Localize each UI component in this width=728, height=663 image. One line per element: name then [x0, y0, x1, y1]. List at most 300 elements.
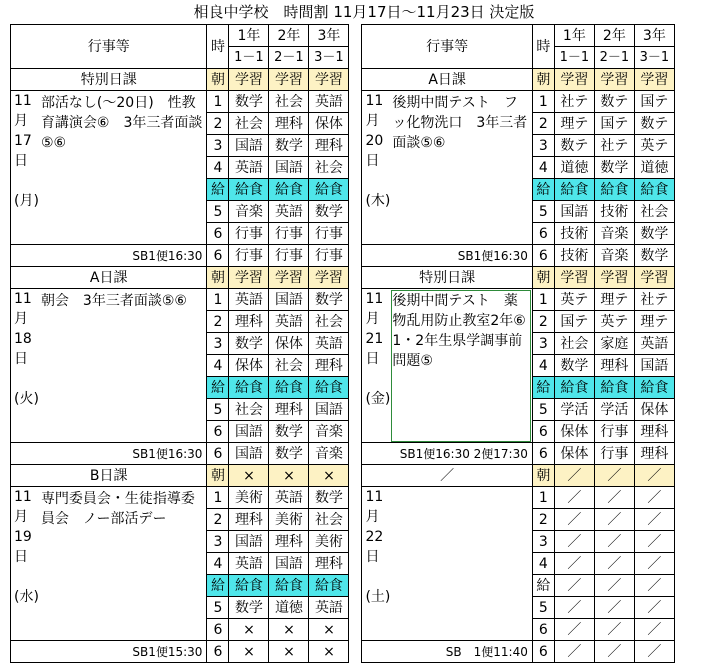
lesson-cell: 学習 [309, 267, 349, 289]
lesson-cell: × [269, 465, 309, 487]
lesson-cell: 理科 [269, 531, 309, 553]
lesson-cell: × [309, 465, 349, 487]
lesson-cell: 行事 [309, 245, 349, 267]
header-period: 時 [207, 25, 229, 69]
lesson-cell: 社会 [309, 157, 349, 179]
date-char: 11 [14, 291, 32, 307]
lesson-cell: 英語 [229, 289, 269, 311]
lesson-cell: ／ [634, 509, 674, 531]
footer-blank [362, 443, 390, 465]
period-number: 2 [207, 113, 229, 135]
lesson-cell: 国テ [634, 91, 674, 113]
lesson-cell: 学習 [229, 69, 269, 91]
lesson-cell: ／ [554, 531, 594, 553]
date-column [11, 487, 39, 641]
event-note: 専門委員会・生徒指導委員会 ノー部活デー [39, 487, 207, 641]
lesson-cell: × [229, 619, 269, 641]
period-number: 6 [532, 641, 554, 663]
lesson-cell: 学習 [269, 69, 309, 91]
page-title: 相良中学校 時間割 11月17日～11月23日 決定版 [193, 3, 535, 21]
date-char: (水) [14, 589, 39, 605]
lesson-cell: 学習 [634, 69, 674, 91]
period-number: 6 [207, 421, 229, 443]
separator [349, 465, 362, 663]
header-class: 3－1 [634, 47, 674, 69]
date-char [14, 369, 39, 389]
lesson-cell: 給食 [309, 575, 349, 597]
lesson-cell: ／ [634, 553, 674, 575]
date-char: 日 [365, 351, 380, 367]
lesson-cell: 行事 [594, 421, 634, 443]
date-char: 19 [14, 529, 32, 545]
period-number: 6 [532, 443, 554, 465]
period-number: 1 [207, 91, 229, 113]
lesson-cell: ／ [634, 575, 674, 597]
period-number: 6 [207, 641, 229, 663]
lesson-cell: 学習 [229, 267, 269, 289]
date-char [14, 171, 39, 191]
header-grade: 2年 [594, 25, 634, 47]
header-period: 時 [532, 25, 554, 69]
lesson-cell: ／ [554, 465, 594, 487]
date-char: 11 [14, 489, 32, 505]
lesson-cell: 英語 [634, 333, 674, 355]
lesson-cell: 行事 [229, 223, 269, 245]
lesson-cell: 行事 [594, 443, 634, 465]
lesson-cell: 数学 [229, 91, 269, 113]
period-morning: 朝 [207, 69, 229, 91]
event-note: 後期中間テスト フッ化物洗口 3年三者面談⑤⑥ [390, 91, 532, 245]
lesson-cell: 英語 [269, 201, 309, 223]
period-morning: 朝 [532, 465, 554, 487]
date-char [365, 567, 390, 587]
lesson-cell: 給食 [309, 377, 349, 399]
event-note: 後期中間テスト 薬物乱用防止教室2年⑥ 1・2年生県学調事前問題⑤ [390, 289, 532, 443]
lesson-cell: 学習 [309, 69, 349, 91]
lesson-cell: 家庭 [594, 333, 634, 355]
date-char: 月 [14, 311, 28, 327]
lesson-cell: 理科 [309, 553, 349, 575]
lesson-cell: 英語 [269, 487, 309, 509]
lesson-cell: 給食 [634, 377, 674, 399]
date-char: 21 [365, 331, 384, 347]
lesson-cell: 英語 [309, 91, 349, 113]
lesson-cell: 英テ [634, 135, 674, 157]
period-number: 2 [532, 509, 554, 531]
timetable [10, 24, 675, 663]
lesson-cell: 数学 [634, 245, 674, 267]
separator [349, 69, 362, 267]
lesson-cell: 数学 [229, 333, 269, 355]
lesson-cell: 理科 [229, 509, 269, 531]
lesson-cell: 行事 [269, 245, 309, 267]
lesson-cell: 数学 [229, 597, 269, 619]
date-column [11, 91, 39, 245]
bus-schedule: SB1便15:30 [39, 641, 207, 663]
date-char: (木) [365, 193, 391, 209]
period-number: 4 [207, 355, 229, 377]
footer-blank [362, 245, 390, 267]
period-number: 4 [532, 553, 554, 575]
lesson-cell: 道徳 [634, 157, 674, 179]
lesson-cell: 理テ [554, 113, 594, 135]
date-char: 月 [365, 311, 380, 327]
lesson-cell: 英語 [229, 553, 269, 575]
lesson-cell: 国語 [269, 553, 309, 575]
lesson-cell: 社会 [309, 311, 349, 333]
lesson-cell: 技術 [594, 201, 634, 223]
date-char: 11 [14, 93, 32, 109]
period-number: 3 [207, 135, 229, 157]
period-number: 6 [532, 223, 554, 245]
lesson-cell: ／ [634, 597, 674, 619]
lesson-cell: 給食 [229, 575, 269, 597]
bus-schedule: SB 1便11:40 [390, 641, 532, 663]
lesson-cell: 給食 [229, 377, 269, 399]
period-number: 5 [532, 201, 554, 223]
lesson-cell: 理科 [634, 443, 674, 465]
lesson-cell: 行事 [229, 245, 269, 267]
lesson-cell: 数テ [634, 113, 674, 135]
lesson-cell: 英語 [229, 157, 269, 179]
bus-schedule: SB1便16:30 [39, 245, 207, 267]
lesson-cell: ／ [594, 465, 634, 487]
lesson-cell: 数学 [594, 157, 634, 179]
header-grade: 3年 [309, 25, 349, 47]
date-char: 22 [365, 529, 384, 545]
period-morning: 朝 [207, 267, 229, 289]
lesson-cell: ／ [594, 531, 634, 553]
date-char: 18 [14, 331, 32, 347]
lesson-cell: 社テ [594, 135, 634, 157]
date-char [365, 369, 390, 389]
lesson-cell: 美術 [229, 487, 269, 509]
lesson-cell: 学活 [554, 399, 594, 421]
period-number: 給 [207, 377, 229, 399]
lesson-cell: 国語 [229, 421, 269, 443]
lesson-cell: 英テ [554, 289, 594, 311]
lesson-cell: 学習 [594, 267, 634, 289]
date-column [11, 289, 39, 443]
lesson-cell: 給食 [594, 179, 634, 201]
header-class: 1－1 [554, 47, 594, 69]
lesson-cell: 英語 [269, 311, 309, 333]
date-char [14, 567, 39, 587]
period-number: 2 [532, 113, 554, 135]
period-number: 1 [207, 289, 229, 311]
lesson-cell: ／ [634, 465, 674, 487]
lesson-cell: 給食 [269, 179, 309, 201]
lesson-cell: × [229, 641, 269, 663]
date-char: 日 [365, 549, 380, 565]
lesson-cell: 社会 [269, 355, 309, 377]
lesson-cell: 学習 [634, 267, 674, 289]
lesson-cell: 国語 [229, 135, 269, 157]
lesson-cell: 給食 [554, 179, 594, 201]
lesson-cell: 行事 [269, 223, 309, 245]
separator [349, 25, 362, 69]
lesson-cell: ／ [634, 619, 674, 641]
footer-blank [11, 641, 39, 663]
lesson-cell: 数テ [594, 91, 634, 113]
period-number: 5 [207, 201, 229, 223]
lesson-cell: 社会 [309, 509, 349, 531]
lesson-cell: 給食 [309, 179, 349, 201]
lesson-cell: 理テ [594, 289, 634, 311]
lesson-cell: 数学 [269, 135, 309, 157]
period-number: 2 [207, 509, 229, 531]
lesson-cell: ／ [594, 597, 634, 619]
lesson-cell: 理科 [269, 113, 309, 135]
bus-schedule: SB1便16:30 [390, 245, 532, 267]
lesson-cell: × [229, 465, 269, 487]
bus-schedule: SB1便16:30 [39, 443, 207, 465]
lesson-cell: 学習 [594, 69, 634, 91]
lesson-cell: 社テ [554, 91, 594, 113]
lesson-cell: 社会 [634, 201, 674, 223]
lesson-cell: 社会 [554, 333, 594, 355]
header-grade: 1年 [229, 25, 269, 47]
period-number: 4 [207, 157, 229, 179]
lesson-cell: 音楽 [229, 201, 269, 223]
period-number: 給 [532, 377, 554, 399]
footer-blank [11, 443, 39, 465]
lesson-cell: ／ [554, 509, 594, 531]
lesson-cell: 保体 [634, 399, 674, 421]
period-number: 6 [207, 443, 229, 465]
header-class: 1－1 [229, 47, 269, 69]
lesson-cell: 国語 [229, 531, 269, 553]
lesson-cell: 保体 [229, 355, 269, 377]
lesson-cell: × [309, 619, 349, 641]
lesson-cell: ／ [634, 641, 674, 663]
lesson-cell: 理テ [634, 311, 674, 333]
lesson-cell: 理科 [309, 355, 349, 377]
lesson-cell: 英語 [309, 333, 349, 355]
lesson-cell: 理科 [634, 421, 674, 443]
lesson-cell: ／ [634, 531, 674, 553]
period-number: 3 [532, 135, 554, 157]
header-grade: 2年 [269, 25, 309, 47]
date-char: 日 [14, 351, 28, 367]
period-number: 5 [207, 399, 229, 421]
date-char: 20 [365, 133, 384, 149]
lesson-cell: 道徳 [554, 157, 594, 179]
date-char: 月 [365, 113, 380, 129]
date-char: (火) [14, 391, 39, 407]
period-number: 6 [532, 619, 554, 641]
lesson-cell: ／ [554, 597, 594, 619]
lesson-cell: 給食 [594, 377, 634, 399]
lesson-cell: ／ [634, 487, 674, 509]
lesson-cell: 社会 [229, 399, 269, 421]
date-char: (土) [365, 589, 391, 605]
separator [349, 267, 362, 465]
period-number: 3 [207, 333, 229, 355]
header-event: 行事等 [362, 25, 532, 69]
period-number: 2 [532, 311, 554, 333]
footer-blank [11, 245, 39, 267]
lesson-cell: 数学 [309, 289, 349, 311]
period-morning: 朝 [532, 267, 554, 289]
date-char: 月 [365, 509, 380, 525]
period-number: 給 [207, 575, 229, 597]
lesson-cell: 道徳 [269, 597, 309, 619]
lesson-cell: 数テ [554, 135, 594, 157]
lesson-cell: ／ [554, 487, 594, 509]
lesson-cell: 理科 [229, 311, 269, 333]
lesson-cell: 美術 [269, 509, 309, 531]
lesson-cell: 給食 [554, 377, 594, 399]
period-number: 6 [207, 223, 229, 245]
lesson-cell: 国テ [594, 113, 634, 135]
lesson-cell: ／ [554, 553, 594, 575]
lesson-cell: 理科 [309, 135, 349, 157]
lesson-cell: 国語 [554, 201, 594, 223]
period-number: 給 [207, 179, 229, 201]
period-number: 5 [532, 399, 554, 421]
date-char: 日 [365, 153, 380, 169]
lesson-cell: 行事 [309, 223, 349, 245]
day-type-label: A日課 [362, 69, 532, 91]
lesson-cell: 国語 [634, 355, 674, 377]
lesson-cell: 技術 [554, 223, 594, 245]
header-event: 行事等 [11, 25, 207, 69]
lesson-cell: 数学 [309, 487, 349, 509]
header-class: 2－1 [594, 47, 634, 69]
lesson-cell: 学活 [594, 399, 634, 421]
day-type-label: A日課 [11, 267, 207, 289]
lesson-cell: 保体 [269, 333, 309, 355]
header-class: 2－1 [269, 47, 309, 69]
date-char: (金) [365, 391, 391, 407]
date-char: 月 [14, 113, 28, 129]
period-number: 2 [207, 311, 229, 333]
period-number: 6 [207, 619, 229, 641]
period-number: 3 [532, 531, 554, 553]
lesson-cell: 英テ [594, 311, 634, 333]
period-number: 給 [532, 575, 554, 597]
date-char: 日 [14, 153, 28, 169]
lesson-cell: 国テ [554, 311, 594, 333]
lesson-cell: ／ [554, 641, 594, 663]
lesson-cell: 数学 [269, 443, 309, 465]
date-column [362, 487, 390, 641]
lesson-cell: 給食 [269, 377, 309, 399]
date-column [362, 91, 390, 245]
lesson-cell: 数学 [634, 223, 674, 245]
lesson-cell: × [269, 619, 309, 641]
lesson-cell: ／ [594, 509, 634, 531]
day-type-label: ／ [362, 465, 532, 487]
day-type-label: B日課 [11, 465, 207, 487]
lesson-cell: 保体 [554, 443, 594, 465]
day-type-label: 特別日課 [362, 267, 532, 289]
period-number: 6 [207, 245, 229, 267]
lesson-cell: ／ [594, 619, 634, 641]
lesson-cell: 給食 [269, 575, 309, 597]
period-number: 3 [532, 333, 554, 355]
lesson-cell: 理科 [594, 355, 634, 377]
date-char: 月 [14, 509, 28, 525]
lesson-cell: 社テ [634, 289, 674, 311]
lesson-cell: 音楽 [594, 245, 634, 267]
period-number: 6 [532, 245, 554, 267]
lesson-cell: 学習 [554, 69, 594, 91]
period-number: 1 [532, 487, 554, 509]
lesson-cell: 国語 [269, 289, 309, 311]
lesson-cell: 音楽 [309, 443, 349, 465]
lesson-cell: 美術 [309, 531, 349, 553]
lesson-cell: 国語 [229, 443, 269, 465]
lesson-cell: 給食 [229, 179, 269, 201]
footer-blank [362, 641, 390, 663]
period-number: 5 [532, 597, 554, 619]
period-number: 4 [532, 355, 554, 377]
date-char: 11 [365, 291, 384, 307]
period-number: 給 [532, 179, 554, 201]
lesson-cell: 英語 [309, 597, 349, 619]
date-char [365, 171, 390, 191]
lesson-cell: 保体 [554, 421, 594, 443]
date-char: (月) [14, 193, 39, 209]
period-number: 1 [532, 289, 554, 311]
period-number: 6 [532, 421, 554, 443]
header-grade: 3年 [634, 25, 674, 47]
lesson-cell: 音楽 [309, 421, 349, 443]
date-char: 11 [365, 489, 384, 505]
lesson-cell: 数学 [269, 421, 309, 443]
event-note [390, 487, 532, 641]
lesson-cell: 数学 [309, 201, 349, 223]
period-number: 4 [532, 157, 554, 179]
lesson-cell: 国語 [269, 157, 309, 179]
lesson-cell: 理科 [269, 399, 309, 421]
lesson-cell: 国語 [309, 399, 349, 421]
lesson-cell: × [269, 641, 309, 663]
lesson-cell: 数学 [554, 355, 594, 377]
header-grade: 1年 [554, 25, 594, 47]
lesson-cell: ／ [594, 575, 634, 597]
period-number: 5 [207, 597, 229, 619]
day-type-label: 特別日課 [11, 69, 207, 91]
header-class: 3－1 [309, 47, 349, 69]
lesson-cell: 技術 [554, 245, 594, 267]
period-number: 3 [207, 531, 229, 553]
lesson-cell: 保体 [309, 113, 349, 135]
lesson-cell: ／ [594, 553, 634, 575]
lesson-cell: ／ [554, 575, 594, 597]
period-number: 4 [207, 553, 229, 575]
lesson-cell: 給食 [634, 179, 674, 201]
period-number: 1 [207, 487, 229, 509]
lesson-cell: 学習 [554, 267, 594, 289]
date-column [362, 289, 390, 443]
date-char: 17 [14, 133, 32, 149]
lesson-cell: 社会 [269, 91, 309, 113]
lesson-cell: ／ [594, 487, 634, 509]
period-morning: 朝 [532, 69, 554, 91]
event-note: 部活なし(～20日) 性教育講演会⑥ 3年三者面談⑤⑥ [39, 91, 207, 245]
lesson-cell: 学習 [269, 267, 309, 289]
date-char: 日 [14, 549, 28, 565]
date-char: 11 [365, 93, 384, 109]
lesson-cell: 社会 [229, 113, 269, 135]
lesson-cell: ／ [554, 619, 594, 641]
lesson-cell: × [309, 641, 349, 663]
lesson-cell: ／ [594, 641, 634, 663]
event-note: 朝会 3年三者面談⑤⑥ [39, 289, 207, 443]
